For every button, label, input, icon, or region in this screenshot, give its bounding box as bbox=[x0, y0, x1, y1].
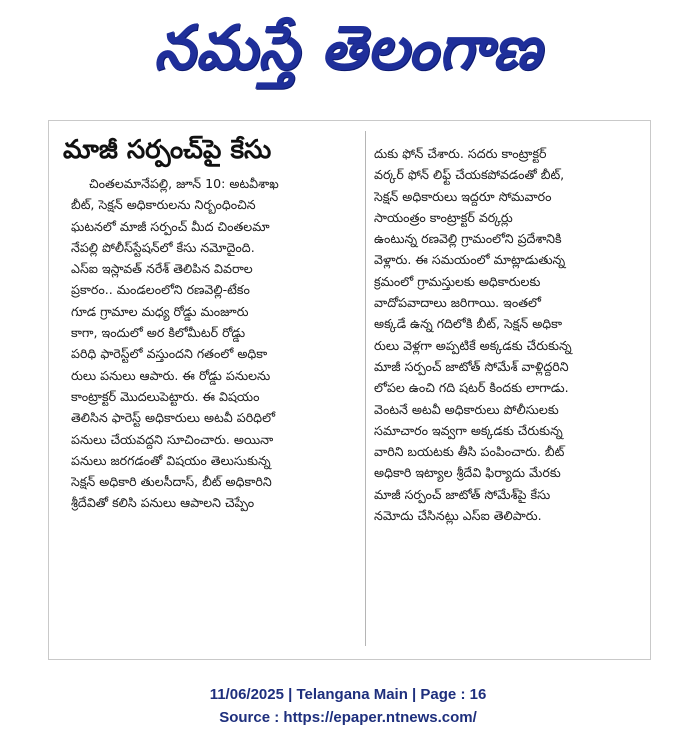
article-line: మాజీ సర్పంచ్ జాటోత్ సోమేశ్ వాళ్లిద్దరిని bbox=[374, 358, 569, 374]
article-line: వెళ్లారు. ఈ సమయంలో మాట్లాడుతున్న bbox=[374, 252, 566, 268]
masthead bbox=[0, 0, 696, 110]
column-divider bbox=[365, 131, 366, 646]
edition-info: 11/06/2025 | Telangana Main | Page : 16 bbox=[209, 686, 487, 703]
article-line: శ్రీదేవితో కలిసి పనులు ఆపాలని చెప్పేం bbox=[71, 495, 255, 511]
article-line: రులు పనులు ఆపారు. ఈ రోడ్డు పనులను bbox=[71, 367, 271, 383]
article-line: తెలిసిన ఫారెస్ట్ అధికారులు అటవీ పరిధిలో bbox=[71, 410, 276, 426]
article-headline: మాజీ సర్పంచ్‌పై కేసు bbox=[63, 135, 272, 165]
article-line: వాదోపవాదాలు జరిగాయి. ఇంతలో bbox=[374, 295, 541, 311]
article-line: పరిధి ఫారెస్ట్‌లో వస్తుందని గతంలో అధికా bbox=[71, 346, 268, 362]
article-line: ఉంటున్న రణవెల్లి గ్రామంలోని ప్రదేశానికి bbox=[374, 231, 562, 247]
page-footer bbox=[0, 683, 696, 729]
article-line: పనులు జరగడంతో విషయం తెలుసుకున్న bbox=[71, 452, 271, 468]
article-line: కాగా, ఇందులో అర కిలోమీటర్ రోడ్డు bbox=[71, 325, 246, 341]
article-column-right bbox=[374, 143, 637, 526]
article-line: కాంట్రాక్టర్ మొదలుపెట్టారు. ఈ విషయం bbox=[71, 388, 260, 404]
source-link[interactable]: Source : https://epaper.ntnews.com/ bbox=[219, 709, 477, 726]
article-line: సెక్షన్ అధికారి తులసీదాస్, బీట్ అధికారిని bbox=[71, 474, 272, 490]
newspaper-logo: నమస్తే తెలంగాణ bbox=[154, 11, 542, 83]
article-line: క్రమంలో గ్రామస్తులకు అధికారులకు bbox=[374, 273, 541, 289]
article-line: బీట్, సెక్షన్ అధికారులను నిర్బంధించిన bbox=[71, 197, 256, 213]
article-line: సమాచారం ఇవ్వగా అక్కడకు చేరుకున్న bbox=[374, 422, 563, 438]
article-line: సాయంత్రం కాంట్రాక్టర్ వర్కర్లు bbox=[374, 209, 513, 225]
article-line: గూడ గ్రామాల మధ్య రోడ్డు మంజూరు bbox=[71, 303, 249, 319]
article-clipping bbox=[48, 120, 651, 660]
article-line: వెంటనే అటవీ అధికారులు పోలీసులకు bbox=[374, 401, 559, 417]
article-line: అక్కడే ఉన్న గదిలోకి బీట్, సెక్షన్ అధికా bbox=[374, 316, 563, 332]
article-line: నమోదు చేసినట్లు ఎస్ఐ తెలిపారు. bbox=[374, 508, 542, 524]
article-line: రులు వెళ్లగా అప్పటికే అక్కడకు చేరుకున్న bbox=[374, 337, 572, 353]
article-line: వర్కర్ ఫోన్ లిఫ్ట్ చేయకపోవడంతో బీట్, bbox=[374, 167, 565, 183]
article-line: ఘటనలో మాజీ సర్పంచ్ మీద చింతలమా bbox=[71, 218, 270, 234]
article-line: ఎస్ఐ ఇస్లావత్ నరేశ్ తెలిపిన వివరాల bbox=[71, 261, 253, 277]
article-line: అధికారి ఇట్యాల శ్రీదేవి ఫిర్యాదు మేరకు bbox=[374, 465, 561, 481]
article-line: పనులు చేయవద్దని సూచించారు. అయినా bbox=[71, 431, 274, 447]
article-line: సెక్షన్ అధికారులు ఇద్దరూ సోమవారం bbox=[374, 188, 552, 204]
article-line: లోపల ఉంచి గది షటర్ కిందకు లాగాడు. bbox=[374, 380, 569, 396]
article-line: దుకు ఫోన్ చేశారు. సదరు కాంట్రాక్టర్ bbox=[374, 146, 547, 161]
article-line: మాజీ సర్పంచ్ జాటోత్ సోమేశ్‌పై కేసు bbox=[374, 486, 551, 502]
article-line: ప్రకారం.. మండలంలోని రణవెల్లి-టేకం bbox=[71, 282, 250, 298]
article-line: వారిని బయటకు తీసి పంపించారు. బీట్ bbox=[374, 444, 565, 460]
article-line: నేపల్లి పోలీస్‌స్టేషన్‌లో కేసు నమోదైంది. bbox=[71, 239, 255, 255]
article-column-left bbox=[71, 173, 361, 514]
article-line: చింతలమానేపల్లి, జూన్ 10: అటవీశాఖ bbox=[89, 176, 279, 191]
